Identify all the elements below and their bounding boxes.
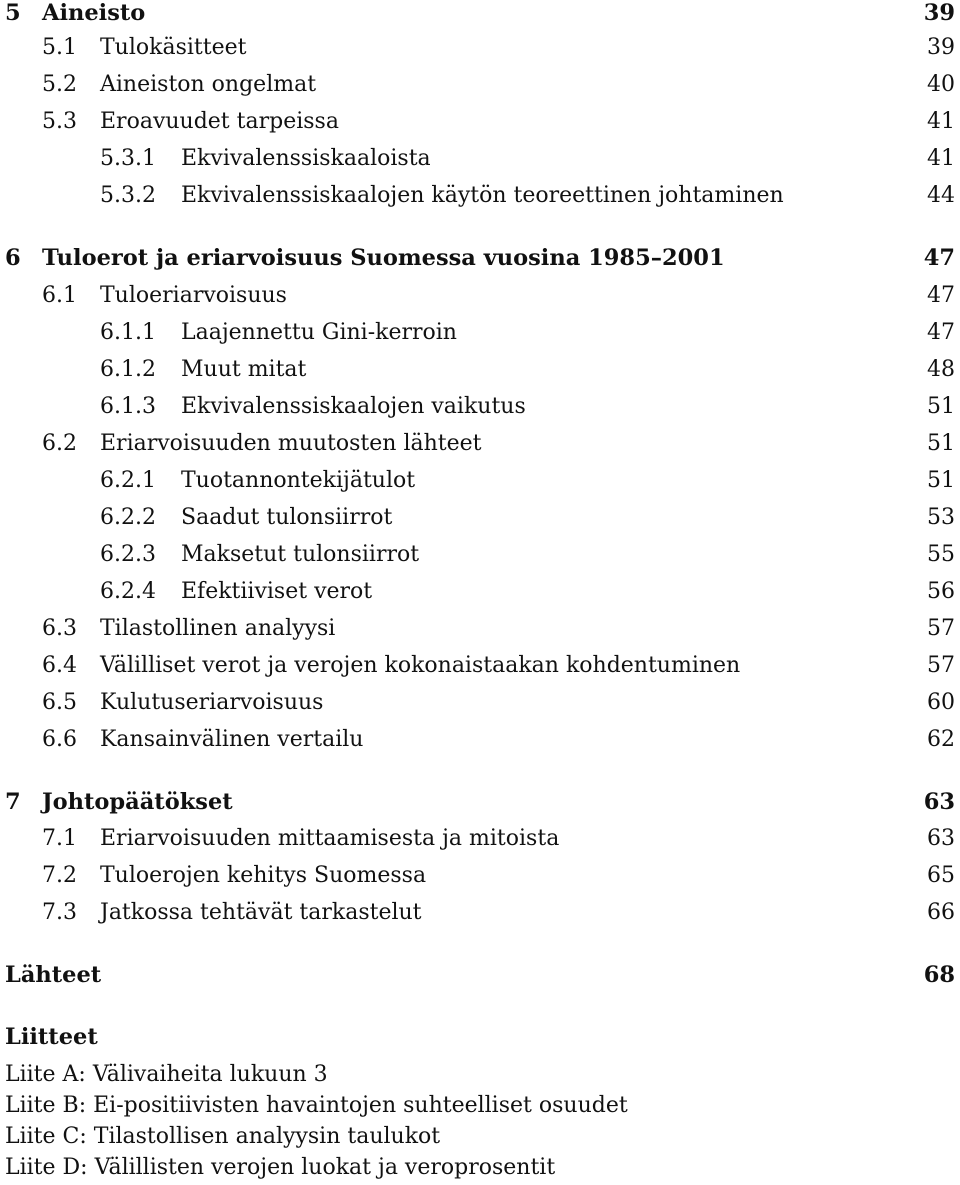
entry-page: 40 — [927, 72, 955, 97]
appendix-a[interactable]: Liite A: Välivaiheita lukuun 3 — [5, 1062, 328, 1087]
entry-number: 6 — [5, 245, 21, 271]
entry-title: Tilastollinen analyysi — [100, 616, 336, 641]
toc-subsection-5-3-2[interactable] — [0, 180, 960, 212]
entry-page: 65 — [927, 863, 955, 888]
entry-number: 5.3.2 — [100, 183, 156, 208]
entry-page: 53 — [927, 505, 955, 530]
entry-page: 44 — [927, 183, 955, 208]
toc-section-7-3[interactable] — [0, 897, 960, 929]
entry-title: Tuloerojen kehitys Suomessa — [100, 863, 427, 888]
entry-number: 6.1 — [42, 283, 77, 308]
appendices-heading: Liitteet — [5, 1024, 98, 1050]
toc-subsection-6-1-1[interactable] — [0, 317, 960, 349]
toc-section-6-3[interactable] — [0, 613, 960, 645]
toc-section-6-2[interactable] — [0, 428, 960, 460]
toc-section-5-2[interactable] — [0, 69, 960, 101]
entry-page: 51 — [927, 431, 955, 456]
entry-title: Aineisto — [42, 0, 146, 26]
entry-number: 6.1.1 — [100, 320, 156, 345]
entry-number: 6.4 — [42, 653, 77, 678]
appendix-d[interactable]: Liite D: Välillisten verojen luokat ja veroprosentit — [5, 1155, 556, 1180]
entry-title: Tuotannontekijätulot — [181, 468, 416, 493]
entry-number: 5.3.1 — [100, 146, 156, 171]
entry-page: 39 — [927, 35, 955, 60]
entry-number: 5 — [5, 0, 21, 26]
entry-page: 63 — [927, 826, 955, 851]
entry-title: Maksetut tulonsiirrot — [181, 542, 420, 567]
toc-section-7-2[interactable] — [0, 860, 960, 892]
entry-title: Laajennettu Gini-kerroin — [181, 320, 457, 345]
entry-title: Eriarvoisuuden mittaamisesta ja mitoista — [100, 826, 560, 851]
entry-title: Johtopäätökset — [42, 789, 233, 815]
entry-page: 47 — [923, 245, 955, 271]
entry-page: 39 — [923, 0, 955, 26]
appendix-c[interactable]: Liite C: Tilastollisen analyysin taulukot — [5, 1124, 441, 1149]
toc-section-5-1[interactable] — [0, 32, 960, 64]
references-title: Lähteet — [5, 962, 102, 988]
entry-number: 6.5 — [42, 690, 77, 715]
entry-number: 5.1 — [42, 35, 77, 60]
entry-page: 41 — [927, 109, 955, 134]
entry-page: 62 — [927, 727, 955, 752]
entry-number: 5.3 — [42, 109, 77, 134]
toc-section-6-5[interactable] — [0, 687, 960, 719]
toc-section-7-1[interactable] — [0, 823, 960, 855]
toc-references[interactable] — [0, 959, 960, 991]
entry-title: Välilliset verot ja verojen kokonaistaakan kohdentuminen — [100, 653, 741, 678]
entry-title: Aineiston ongelmat — [100, 72, 317, 97]
entry-title: Ekvivalenssiskaaloista — [181, 146, 431, 171]
entry-number: 7.2 — [42, 863, 77, 888]
entry-title: Eriarvoisuuden muutosten lähteet — [100, 431, 482, 456]
entry-number: 7 — [5, 789, 21, 815]
entry-page: 66 — [927, 900, 955, 925]
entry-page: 60 — [927, 690, 955, 715]
toc-chapter-6[interactable] — [0, 242, 960, 274]
entry-number: 7.3 — [42, 900, 77, 925]
entry-page: 57 — [927, 653, 955, 678]
toc-section-6-1[interactable] — [0, 280, 960, 312]
entry-title: Kulutuseriarvoisuus — [100, 690, 324, 715]
entry-page: 57 — [927, 616, 955, 641]
entry-number: 6.2 — [42, 431, 77, 456]
entry-title: Muut mitat — [181, 357, 307, 382]
entry-title: Efektiiviset verot — [181, 579, 373, 604]
toc-subsection-5-3-1[interactable] — [0, 143, 960, 175]
entry-title: Tuloeriarvoisuus — [100, 283, 287, 308]
entry-number: 5.2 — [42, 72, 77, 97]
appendix-b[interactable]: Liite B: Ei-positiivisten havaintojen suhteelliset osuudet — [5, 1093, 628, 1118]
entry-number: 6.3 — [42, 616, 77, 641]
toc-chapter-5[interactable] — [0, 0, 960, 29]
entry-title: Ekvivalenssiskaalojen käytön teoreettinen johtaminen — [181, 183, 784, 208]
entry-page: 47 — [927, 283, 955, 308]
entry-number: 6.2.4 — [100, 579, 156, 604]
toc-subsection-6-2-4[interactable] — [0, 576, 960, 608]
entry-page: 51 — [927, 394, 955, 419]
entry-title: Tulokäsitteet — [100, 35, 247, 60]
entry-page: 41 — [927, 146, 955, 171]
toc-chapter-7[interactable] — [0, 786, 960, 818]
entry-title: Saadut tulonsiirrot — [181, 505, 393, 530]
toc-section-6-6[interactable] — [0, 724, 960, 756]
entry-page: 51 — [927, 468, 955, 493]
entry-number: 6.2.3 — [100, 542, 156, 567]
entry-page: 47 — [927, 320, 955, 345]
entry-title: Tuloerot ja eriarvoisuus Suomessa vuosina 1985–2001 — [42, 245, 725, 271]
entry-number: 6.6 — [42, 727, 77, 752]
toc-section-5-3[interactable] — [0, 106, 960, 138]
toc-subsection-6-2-2[interactable] — [0, 502, 960, 534]
entry-title: Eroavuudet tarpeissa — [100, 109, 339, 134]
toc-subsection-6-2-3[interactable] — [0, 539, 960, 571]
entry-number: 7.1 — [42, 826, 77, 851]
entry-number: 6.1.3 — [100, 394, 156, 419]
entry-page: 56 — [927, 579, 955, 604]
entry-title: Ekvivalenssiskaalojen vaikutus — [181, 394, 526, 419]
entry-page: 55 — [927, 542, 955, 567]
toc-section-6-4[interactable] — [0, 650, 960, 682]
entry-number: 6.2.2 — [100, 505, 156, 530]
references-page: 68 — [923, 962, 955, 988]
entry-number: 6.2.1 — [100, 468, 156, 493]
entry-title: Kansainvälinen vertailu — [100, 727, 364, 752]
entry-page: 48 — [927, 357, 955, 382]
entry-page: 63 — [923, 789, 955, 815]
toc-subsection-6-1-2[interactable] — [0, 354, 960, 386]
entry-number: 6.1.2 — [100, 357, 156, 382]
toc-subsection-6-1-3[interactable] — [0, 391, 960, 423]
toc-subsection-6-2-1[interactable] — [0, 465, 960, 497]
entry-title: Jatkossa tehtävät tarkastelut — [100, 900, 422, 925]
